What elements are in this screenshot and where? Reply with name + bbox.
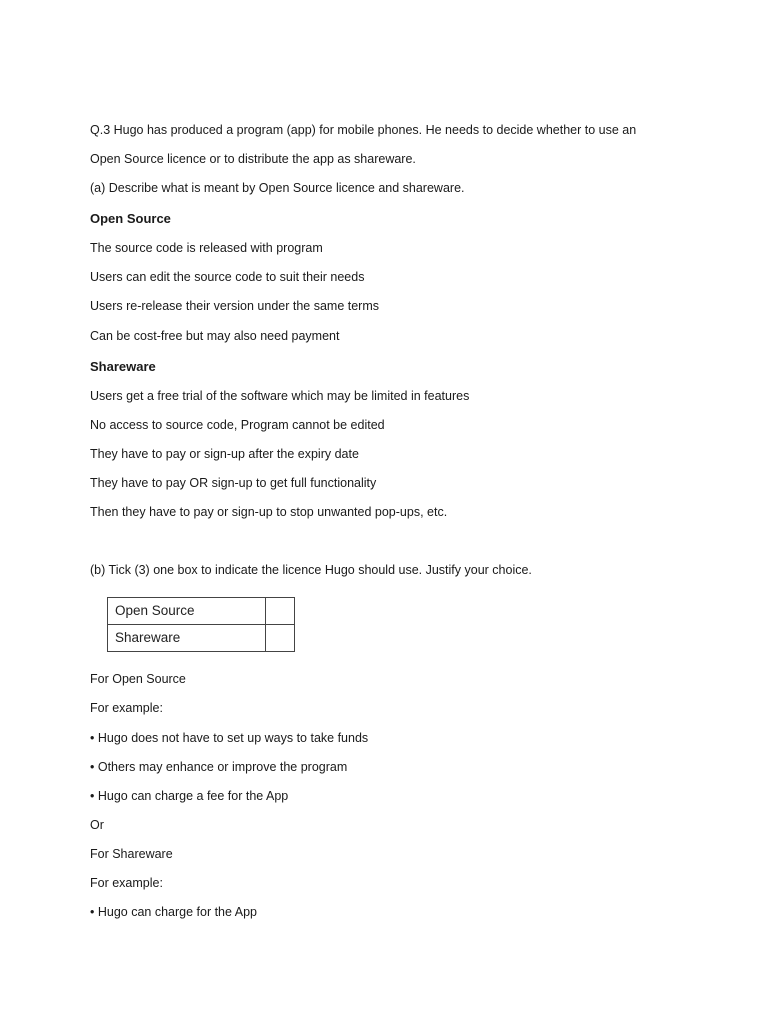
- tick-box-open-source[interactable]: [266, 598, 295, 625]
- table-row: [108, 625, 295, 652]
- answer-bullet: • Hugo can charge a fee for the App: [90, 789, 289, 803]
- answer-example-label: For example:: [90, 876, 163, 890]
- answer-bullet: • Hugo can charge for the App: [90, 905, 257, 919]
- answer-example-label: For example:: [90, 701, 163, 715]
- shareware-point: They have to pay or sign-up after the expiry date: [90, 447, 359, 461]
- question-intro-line2: Open Source licence or to distribute the app as shareware.: [90, 152, 416, 166]
- answer-bullet: • Others may enhance or improve the program: [90, 760, 348, 774]
- shareware-point: No access to source code, Program cannot be edited: [90, 418, 385, 432]
- answer-shareware-label: For Shareware: [90, 847, 173, 861]
- open-source-point: Users re-release their version under the same terms: [90, 299, 380, 313]
- answer-bullet: • Hugo does not have to set up ways to take funds: [90, 731, 369, 745]
- question-intro-line1: Q.3 Hugo has produced a program (app) for mobile phones. He needs to decide whether to use an: [90, 123, 637, 137]
- shareware-heading: Shareware: [90, 359, 156, 374]
- open-source-point: Users can edit the source code to suit their needs: [90, 270, 365, 284]
- part-a-prompt: (a) Describe what is meant by Open Source licence and shareware.: [90, 181, 465, 195]
- option-label: Shareware: [108, 625, 266, 652]
- tick-box-shareware[interactable]: [266, 625, 295, 652]
- option-label: Open Source: [108, 598, 266, 625]
- open-source-heading: Open Source: [90, 211, 171, 226]
- table-row: [108, 598, 295, 625]
- part-b-prompt: (b) Tick (3) one box to indicate the licence Hugo should use. Justify your choice.: [90, 563, 532, 577]
- answer-open-source-label: For Open Source: [90, 672, 186, 686]
- shareware-point: Users get a free trial of the software which may be limited in features: [90, 389, 470, 403]
- licence-tick-table: [107, 597, 295, 652]
- shareware-point: They have to pay OR sign-up to get full functionality: [90, 476, 377, 490]
- open-source-point: Can be cost-free but may also need payment: [90, 329, 340, 343]
- shareware-point: Then they have to pay or sign-up to stop unwanted pop-ups, etc.: [90, 505, 448, 519]
- answer-or: Or: [90, 818, 104, 832]
- open-source-point: The source code is released with program: [90, 241, 323, 255]
